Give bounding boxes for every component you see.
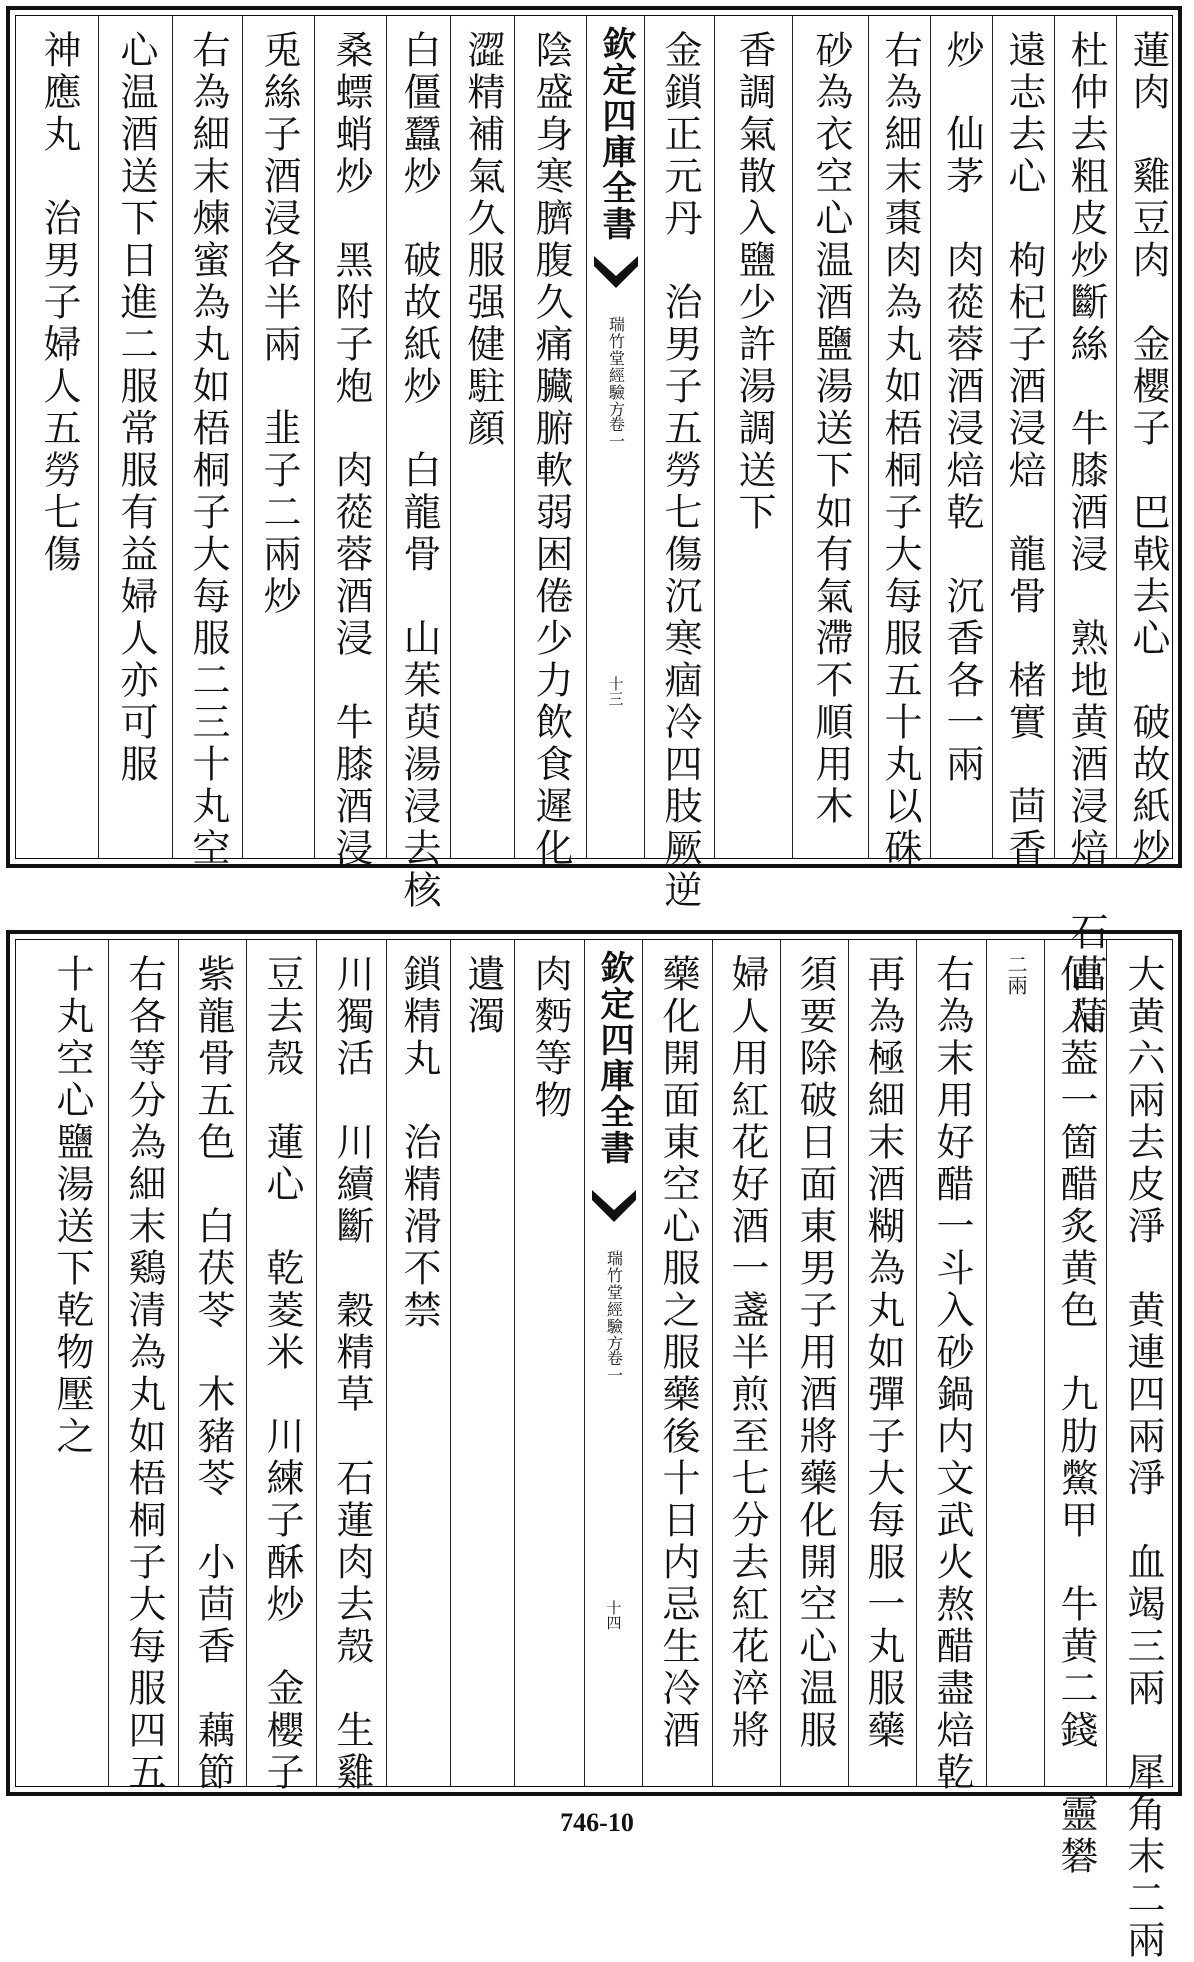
text-column: 陰盛身寒臍腹久痛臟腑軟弱困倦少力飲食遲化 [529,30,573,870]
gutter-volume: 卷一 [606,416,626,450]
page-number: 746-10 [560,1808,634,1837]
text-column: 川獨活 川續斷 穀精草 石蓮肉去殼 生雞 [330,954,374,1794]
text-column: 白僵蠶炒 破故紙炒 白龍骨 山茱萸湯浸去核 [397,30,441,912]
gutter-title: 欽定四庫全書 [594,950,634,1166]
page-gutter [588,16,644,858]
text-column: 藥化開面東空心服之服藥後十日内忌生冷酒 [656,954,700,1752]
text-column: 炒 仙茅 肉蓯蓉酒浸焙乾 沉香各一兩 [940,30,984,786]
text-column: 豆去殼 蓮心 乾菱米 川練子酥炒 金櫻子 [260,954,304,1794]
text-column: 香調氣散入鹽少許湯調送下 [732,30,776,534]
text-column: 遠志去心 枸杞子酒浸焙 龍骨 楮實 茴香 [1002,30,1046,870]
text-column: 須要除破日面東男子用酒將藥化開空心温服 [793,954,837,1752]
text-column: 遺濁 [461,954,505,1038]
text-column: 右為末用好醋一斗入砂鍋内文武火熬醋盡焙乾 [930,954,974,1794]
text-column: 心温酒送下日進二服常服有益婦人亦可服 [114,30,158,786]
text-column: 肉麪等物 [528,954,572,1122]
gutter-page-number: 十三 [606,676,625,706]
text-column: 澀精補氣久服强健駐顔 [461,30,505,450]
text-column: 金鎖正元丹 治男子五勞七傷沉寒痼冷四肢厥逆 [658,30,702,912]
text-column: 杜仲去粗皮炒斷絲 牛膝酒浸 熟地黄酒浸焙 石菖蒲 [1064,30,1108,1038]
gutter-source: 瑞竹堂經驗方 [606,316,626,418]
text-column: 兎絲子酒浸各半兩 韭子二兩炒 [257,30,301,618]
text-column: 再為極細末酒糊為丸如彈子大每服一丸服藥 [861,954,905,1752]
text-column: 十丸空心鹽湯送下乾物壓之 [50,954,94,1458]
text-column: 右各等分為細末鷄清為丸如梧桐子大每服四五 [122,954,166,1794]
gutter-volume: 卷一 [604,1350,624,1384]
text-column: 二兩 [1004,954,1028,996]
text-column: 右為細末煉蜜為丸如梧桐子大每服二三十丸空 [186,30,230,870]
text-column: 神應丸 治男子婦人五勞七傷 [37,30,81,576]
text-column: 紫龍骨五色 白茯苓 木豬苓 小茴香 藕節 [191,954,235,1794]
text-column: 蓮肉 雞豆肉 金櫻子 巴戟去心 破故紙炒 [1126,30,1170,870]
gutter-page-number: 十四 [604,1600,623,1630]
gutter-title: 欽定四庫全書 [596,26,636,242]
text-column: 右為細末棗肉為丸如梧桐子大每服五十丸以硃 [878,30,922,870]
text-column: 婦人用紅花好酒一盞半煎至七分去紅花淬將 [725,954,769,1752]
text-column: 仙人葢一箇醋炙黄色 九肋鱉甲 牛黄二錢 靈礬 [1054,954,1098,1878]
text-column: 桑螵蛸炒 黑附子炮 肉蓯蓉酒浸 牛膝酒浸 [329,30,373,870]
fish-tail-mark-icon [594,256,638,288]
gutter-source: 瑞竹堂經驗方 [604,1250,624,1352]
fish-tail-mark-icon [592,1190,636,1222]
text-column: 砂為衣空心温酒鹽湯送下如有氣滯不順用木 [809,30,853,828]
page-gutter [586,940,642,1786]
text-column: 鎖精丸 治精滑不禁 [397,954,441,1332]
text-column: 大黄六兩去皮淨 黄連四兩淨 血竭三兩 犀角末二兩 [1121,954,1165,1962]
